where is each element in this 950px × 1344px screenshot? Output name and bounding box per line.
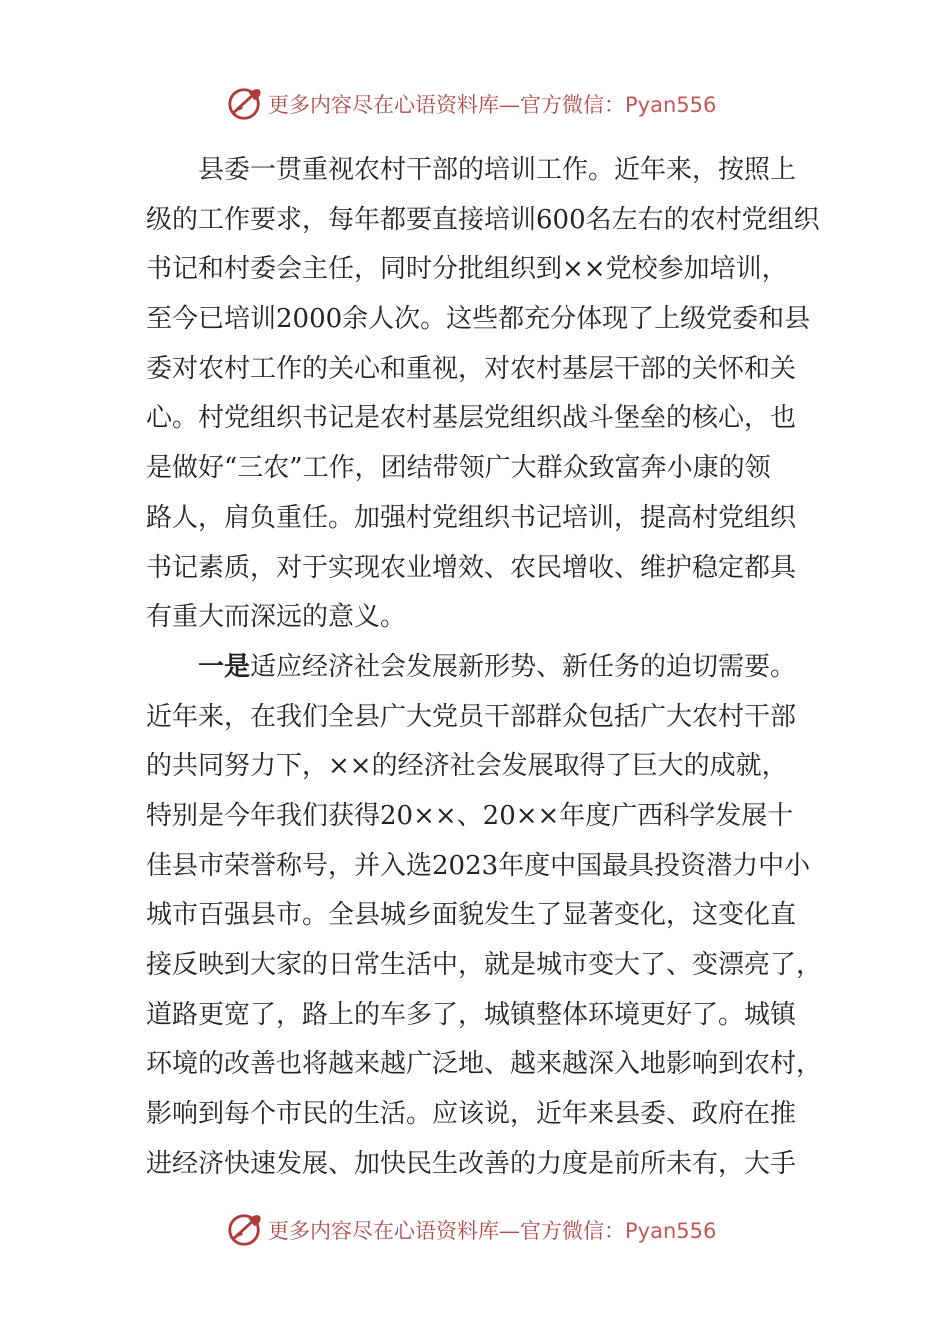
wechat-id: Pyan556 — [625, 1219, 717, 1243]
text-line: 接反映到大家的日常生活中，就是城市变大了、变漂亮了， — [146, 950, 823, 980]
watermark-text: 更多内容尽在心语资料库—官方微信： — [268, 93, 625, 117]
text-line: 书记和村委会主任，同时分批组织到××党校参加培训， — [146, 254, 788, 285]
document-body — [146, 146, 823, 1189]
text-line: 委对农村工作的关心和重视，对农村基层干部的关怀和关 — [146, 353, 797, 384]
text-line: 环境的改善也将越来越广泛地、越来越深入地影响到农村， — [146, 1049, 823, 1080]
watermark-text: 更多内容尽在心语资料库—官方微信： — [268, 1219, 625, 1243]
text-line-rest: 适应经济社会发展新形势、新任务的迫切需要。 — [250, 651, 797, 682]
lead-bold-text: 一是 — [198, 651, 251, 682]
footer-watermark — [226, 1210, 716, 1250]
pen-logo-icon — [226, 1211, 264, 1249]
pen-logo-icon — [226, 85, 264, 123]
header-watermark — [226, 84, 716, 124]
text-line: 佳县市荣誉称号，并入选2023年度中国最具投资潜力中小 — [146, 850, 811, 881]
text-line: 书记素质，对于实现农业增效、农民增收、维护稳定都具 — [146, 552, 797, 583]
text-line: 进经济快速发展、加快民生改善的力度是前所未有，大手 — [146, 1148, 797, 1179]
text-line: 是做好“三农”工作，团结带领广大群众致富奔小康的领 — [146, 453, 771, 484]
text-line: 影响到每个市民的生活。应该说，近年来县委、政府在推 — [146, 1099, 797, 1130]
text-line: 县委一贯重视农村干部的培训工作。近年来，按照上 — [198, 155, 797, 185]
text-line: 级的工作要求，每年都要直接培训600名左右的农村党组织 — [146, 204, 820, 235]
text-line: 近年来，在我们全县广大党员干部群众包括广大农村干部 — [146, 701, 797, 732]
text-line: 城市百强县市。全县城乡面貌发生了显著变化，这变化直 — [146, 900, 797, 931]
text-line: 的共同努力下，××的经济社会发展取得了巨大的成就， — [146, 751, 788, 782]
text-line — [146, 643, 810, 693]
text-line: 至今已培训2000余人次。这些都充分体现了上级党委和县 — [146, 304, 811, 335]
paragraph-2 — [146, 643, 823, 1190]
wechat-id: Pyan556 — [625, 93, 717, 117]
text-line: 路人，肩负重任。加强村党组织书记培训，提高村党组织 — [146, 502, 797, 533]
text-line: 心。村党组织书记是农村基层党组织战斗堡垒的核心，也 — [146, 403, 797, 434]
text-line: 道路更宽了，路上的车多了，城镇整体环境更好了。城镇 — [146, 999, 797, 1030]
paragraph-1 — [146, 146, 820, 643]
text-line: 特别是今年我们获得20××、20××年度广西科学发展十 — [146, 800, 794, 831]
text-line: 有重大而深远的意义。 — [146, 602, 407, 633]
